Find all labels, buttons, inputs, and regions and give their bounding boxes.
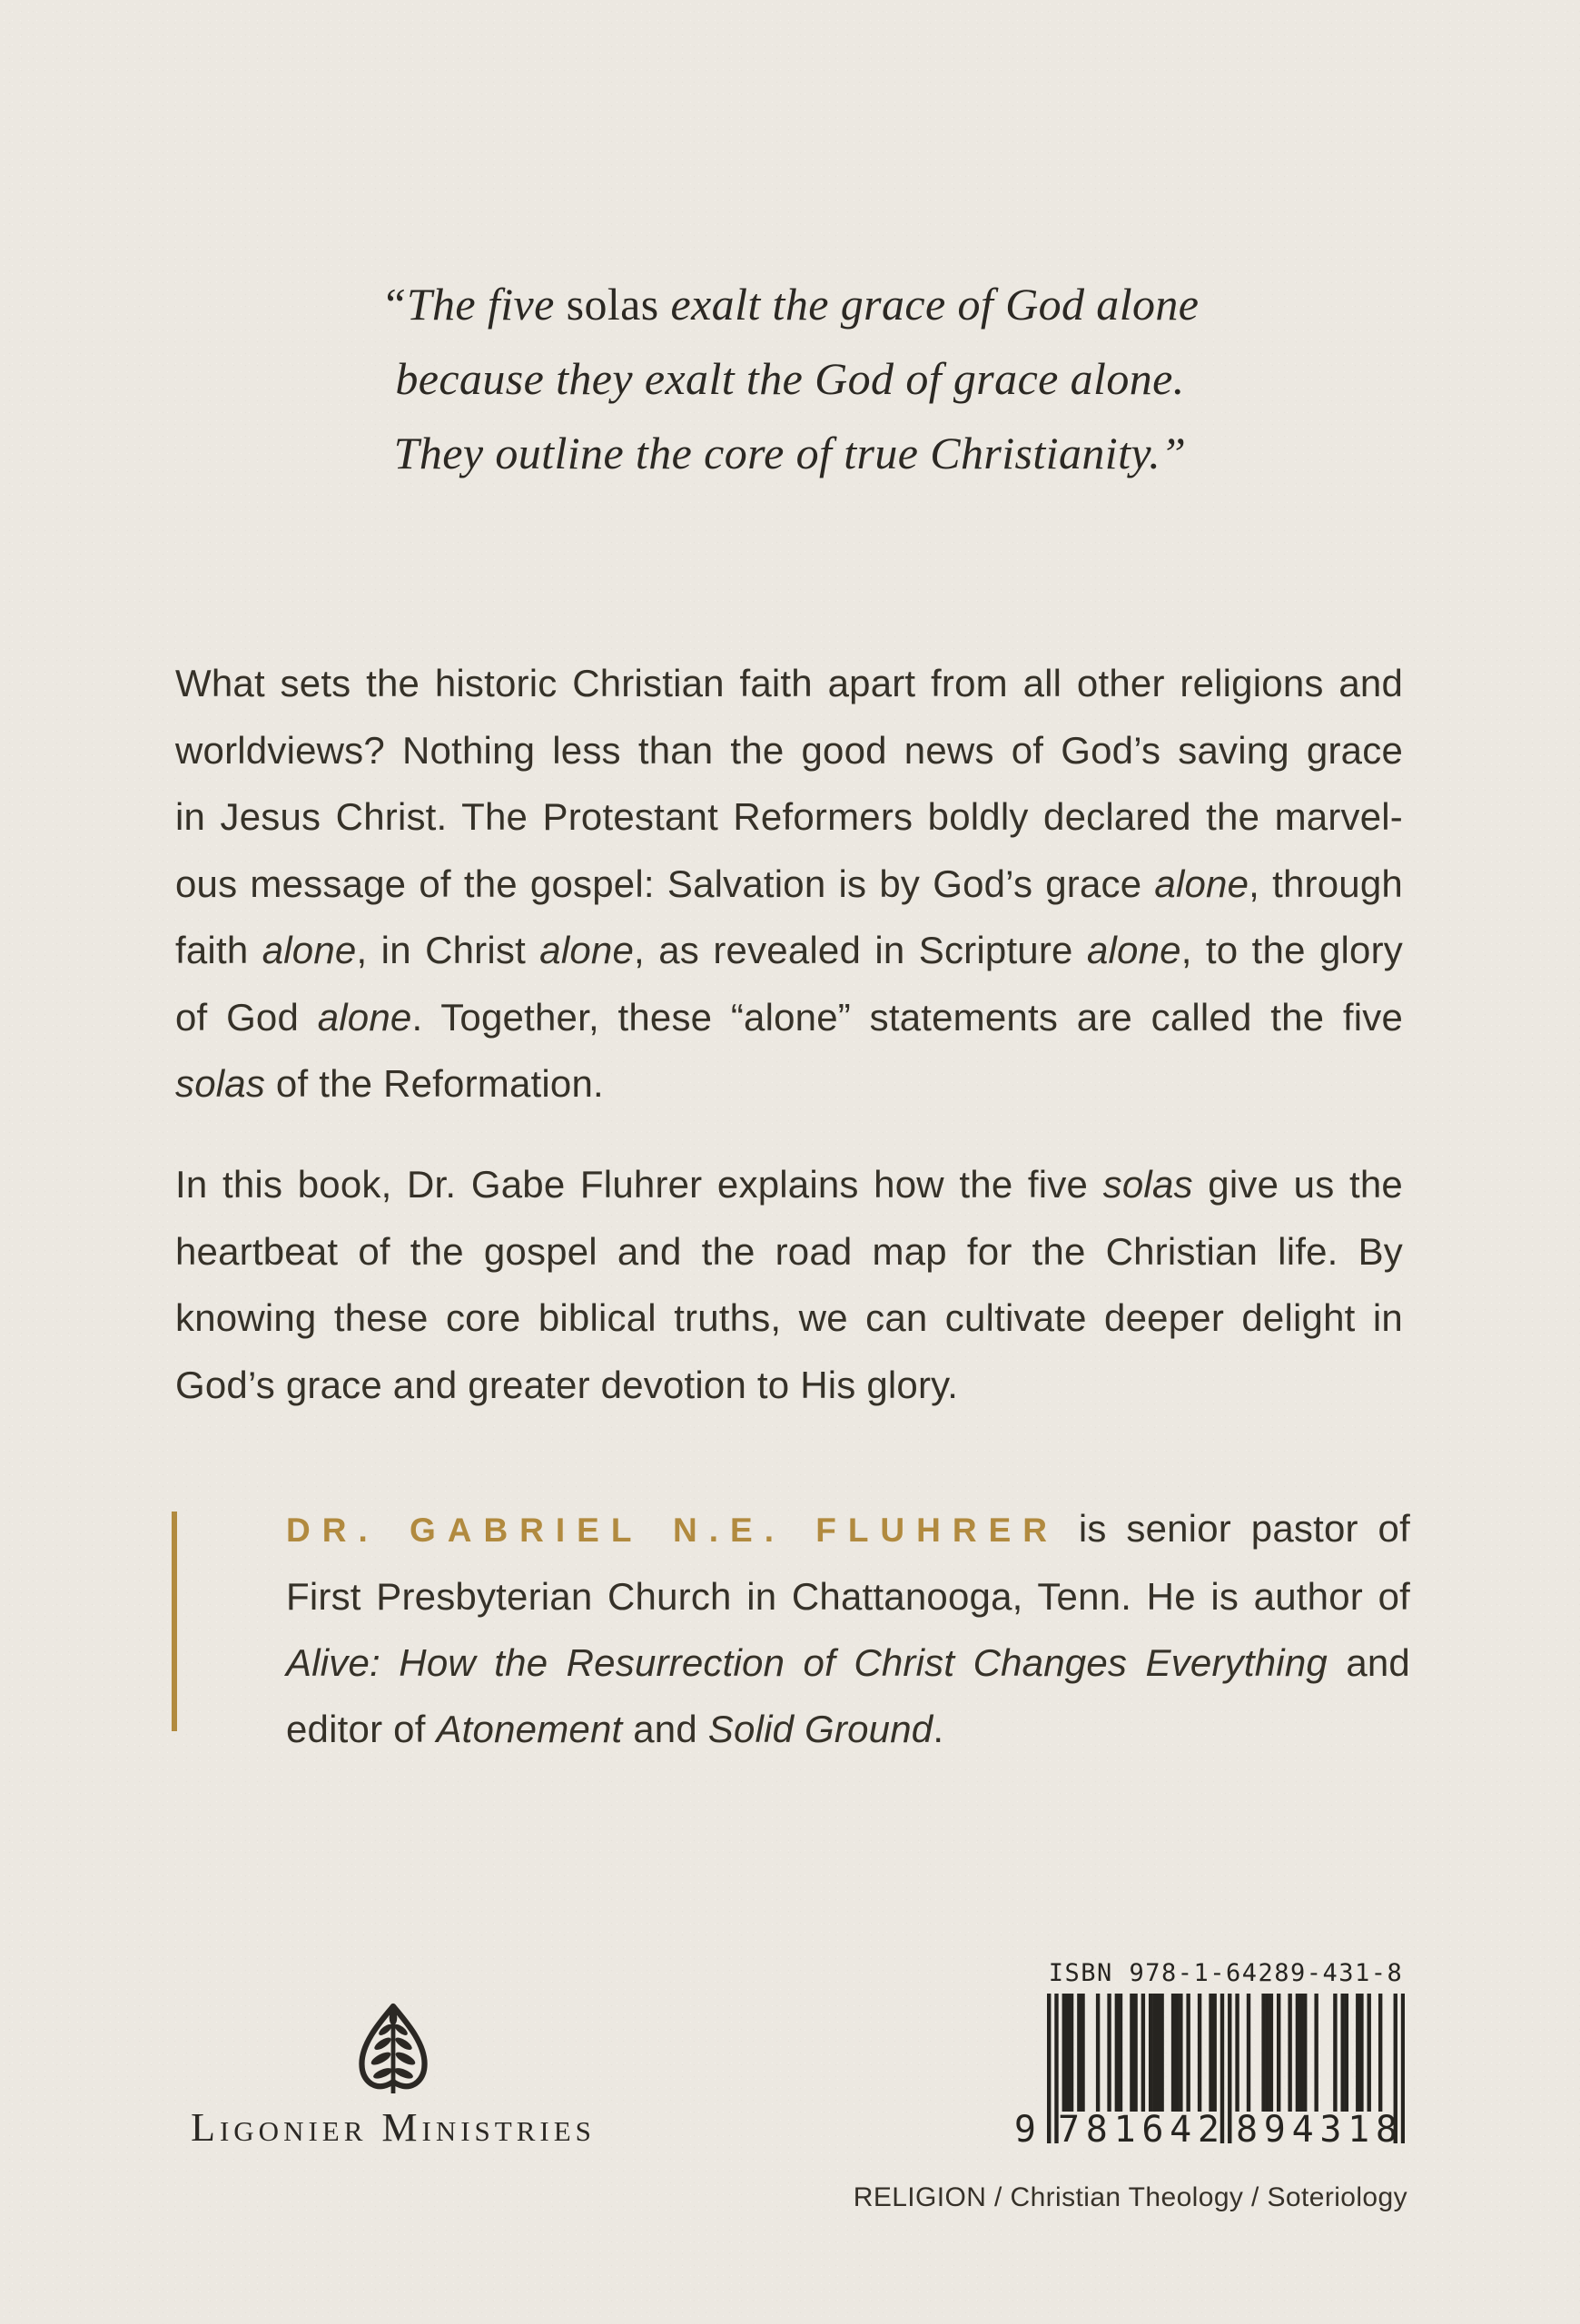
bio-line: First Presbyterian Church in Chattanooga, Tenn. He is author of xyxy=(286,1575,1410,1618)
ean-digit: 6 xyxy=(1141,2109,1164,2151)
ean-digit: 3 xyxy=(1319,2109,1342,2151)
paragraph-line: of God alone. Together, these “alone” statements are called the five xyxy=(175,995,1403,1039)
author-bio xyxy=(286,1495,1410,1762)
ean-digit: 1 xyxy=(1113,2109,1136,2151)
paragraph-line: God’s grace and greater devotion to His glory. xyxy=(175,1363,959,1406)
paragraph-line: ous message of the gospel: Salvation is by God’s grace alone, through xyxy=(175,862,1403,905)
paragraph-line: in Jesus Christ. The Protestant Reformers boldly declared the marvel- xyxy=(175,795,1403,838)
quote-line: “The five solas exalt the grace of God alone xyxy=(380,279,1200,330)
quote-line: They outline the core of true Christianity.” xyxy=(393,428,1187,478)
ean-digit-group: 9 xyxy=(1013,2109,1036,2151)
ean-digit: 7 xyxy=(1058,2109,1081,2151)
bio-accent-rule xyxy=(172,1512,177,1731)
ean-digit: 8 xyxy=(1236,2109,1259,2151)
ean-digit-group xyxy=(1236,2110,1397,2150)
isbn-number-label: ISBN 978-1-64289-431-8 xyxy=(1048,1959,1404,1987)
paragraph-line: solas of the Reformation. xyxy=(175,1062,604,1105)
ean-digits-row xyxy=(1003,2110,1448,2155)
publisher-logo xyxy=(166,2003,620,2148)
ean-digit: 8 xyxy=(1375,2109,1397,2151)
ean-digit: 4 xyxy=(1291,2109,1314,2151)
description-paragraph-2 xyxy=(175,1151,1403,1418)
paragraph-line: faith alone, in Christ alone, as revealed in Scripture alone, to the glory xyxy=(175,929,1403,971)
ean-digit: 1 xyxy=(1348,2109,1370,2151)
paragraph-line: heartbeat of the gospel and the road map for the Christian life. By xyxy=(175,1229,1403,1273)
ean-digit: 4 xyxy=(1170,2109,1192,2151)
paragraph-line: What sets the historic Christian faith apart from all other religions and xyxy=(175,662,1403,704)
bio-line: editor of Atonement and Solid Ground. xyxy=(286,1708,944,1750)
quote-line: because they exalt the God of grace alone. xyxy=(395,353,1185,404)
category-line: RELIGION / Christian Theology / Soteriology xyxy=(853,2182,1407,2212)
author-name: DR. GABRIEL N.E. FLUHRER xyxy=(286,1512,1059,1549)
paragraph-line: worldviews? Nothing less than the good news of God’s saving grace xyxy=(175,728,1403,772)
paragraph-line: knowing these core biblical truths, we can cultivate deeper delight in xyxy=(175,1296,1403,1339)
bio-lines xyxy=(286,1563,1410,1762)
bio-line-text: is senior pastor of xyxy=(1078,1507,1410,1550)
ean-digit-group xyxy=(1058,2110,1220,2150)
description-paragraph-1 xyxy=(175,650,1403,1118)
endorsement-quote xyxy=(0,267,1580,490)
isbn-barcode xyxy=(1003,1957,1448,2175)
bio-line xyxy=(286,1495,1410,1563)
ean-digit: 2 xyxy=(1197,2109,1220,2151)
ean-digit: 8 xyxy=(1085,2109,1108,2151)
paragraph-line: In this book, Dr. Gabe Fluhrer explains how the five solas give us the xyxy=(175,1163,1403,1206)
ean-digit: 9 xyxy=(1263,2109,1286,2151)
publisher-wordmark: Ligonier Ministries xyxy=(191,2105,596,2150)
bio-line: Alive: How the Resurrection of Christ Changes Everything and xyxy=(286,1641,1410,1684)
ligonier-tree-icon xyxy=(350,2003,437,2095)
